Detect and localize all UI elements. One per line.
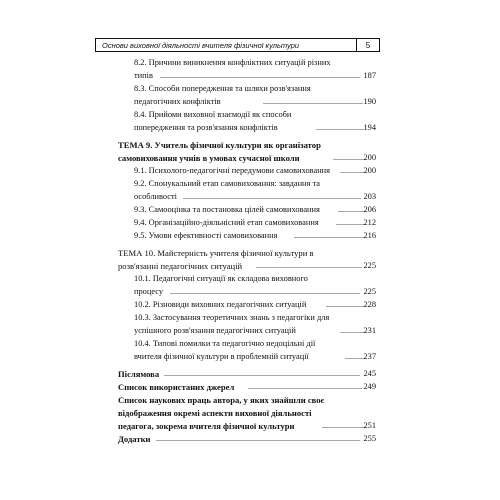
toc-afterword-page: 245 (363, 369, 376, 378)
toc-topic-10-line1: ТЕМА 10. Майстерність учителя фізичної культури в (118, 248, 314, 258)
toc-leader: ................... (326, 300, 364, 309)
toc-9-3: 9.3. Самооцінка та постановка цілей самовиховання (134, 205, 320, 214)
toc-9-2-line1: 9.2. Спонукальний етап самовиховання: завдання та (134, 179, 320, 188)
toc-10-4-line1: 10.4. Типові помилки та педагогічно недоцільні дії (134, 339, 316, 348)
toc-9-4-page: 212 (363, 218, 376, 227)
toc-leader: ................ (333, 153, 365, 162)
toc-10-3-page: 231 (363, 326, 376, 335)
toc-author-works-page: 251 (363, 421, 376, 430)
toc-leader: ......................................................................................... (183, 192, 361, 201)
header-title: Основи виховної діяльності вчителя фізичної культури (102, 40, 300, 50)
toc-8-3-page: 190 (363, 97, 376, 106)
header-page-number: 5 (356, 39, 379, 51)
toc-10-4-page: 237 (363, 352, 376, 361)
toc-leader: .......... (345, 352, 365, 361)
toc-author-works-line2: відображення окремі аспекти виховної діяльності (118, 408, 312, 418)
toc-10-2: 10.2. Різновиди виховних педагогічних ситуацій (134, 300, 307, 309)
toc-8-4-line2: попередження та розв'язання конфліктів (134, 123, 278, 132)
toc-leader: ..................... (322, 421, 364, 430)
toc-afterword: Післямова (118, 369, 160, 379)
toc-9-1-page: 200 (363, 166, 376, 175)
toc-9-3-page: 206 (363, 205, 376, 214)
toc-topic-9-line1: ТЕМА 9. Учитель фізичної культури як організатор (118, 140, 321, 150)
toc-leader: ............................................................................................... (170, 287, 360, 296)
toc-8-2-line2: типів (134, 71, 153, 80)
running-header (95, 38, 380, 52)
toc-9-5: 9.5. Умови ефективності самовиховання (134, 231, 278, 240)
toc-leader: .................................................. (263, 97, 363, 106)
toc-10-1-line2: процесу (134, 287, 164, 296)
toc-10-4-line2: вчителя фізичної культури в проблемній ситуації (134, 352, 309, 361)
toc-leader: ................................... (294, 231, 364, 240)
toc-10-3-line1: 10.3. Застосування теоретичних знань з педагогіки для (134, 313, 330, 322)
toc-9-5-page: 216 (363, 231, 376, 240)
toc-leader: .................................................................................................. (164, 369, 360, 378)
toc-leader: ...................................................................................................... (156, 434, 360, 443)
toc-topic-9-line2: самовиховання учнів в умовах сучасної школи (118, 153, 300, 163)
toc-8-2-line1: 8.2. Причини виникнення конфліктних ситуацій різних (134, 58, 331, 67)
toc-leader: .............. (336, 218, 364, 227)
toc-sources: Список використаних джерел (118, 382, 235, 392)
toc-leader: ............ (340, 326, 364, 335)
toc-appendix-page: 255 (363, 434, 376, 443)
toc-8-4-page: 194 (363, 123, 376, 132)
toc-8-3-line2: педагогічних конфліктів (134, 97, 221, 106)
toc-sources-page: 249 (363, 382, 376, 391)
toc-9-2-page: 203 (363, 192, 376, 201)
toc-appendix: Додатки (118, 434, 151, 444)
toc-author-works-line1: Список наукових праць автора, у яких знайшли своє (118, 395, 325, 405)
toc-author-works-line3: педагога, зокрема вчителя фізичної культури (118, 421, 295, 431)
toc-leader: ............. (338, 205, 364, 214)
toc-9-4: 9.4. Організаційно-діяльнісний етап самовиховання (134, 218, 319, 227)
toc-10-2-page: 228 (363, 300, 376, 309)
toc-leader: ......................................................... (248, 382, 362, 391)
toc-topic-10-page: 225 (363, 261, 376, 270)
toc-topic-10-line2: розв'язанні педагогічних ситуацій (118, 261, 243, 271)
toc-leader: .................................................................................................... (160, 71, 360, 80)
toc-8-4-line1: 8.4. Прийоми виховної взаємодії як способи (134, 110, 292, 119)
toc-leader: ........................ (316, 123, 364, 132)
toc-10-3-line2: успішного розв'язання педагогічних ситуацій (134, 326, 296, 335)
toc-10-1-line1: 10.1. Педагогічні ситуації як складова виховного (134, 274, 308, 283)
toc-leader: ..................................................... (256, 261, 362, 270)
toc-9-2-line2: особливості (134, 192, 178, 201)
toc-8-2-page: 187 (363, 71, 376, 80)
toc-8-3-line1: 8.3. Способи попередження та шляхи розв'язання (134, 84, 311, 93)
toc-leader: ............ (340, 166, 364, 175)
toc-9-1: 9.1. Психолого-педагогічні передумови самовиховання (134, 166, 331, 175)
toc-10-1-page: 225 (363, 287, 376, 296)
toc-topic-9-page: 200 (363, 153, 376, 162)
